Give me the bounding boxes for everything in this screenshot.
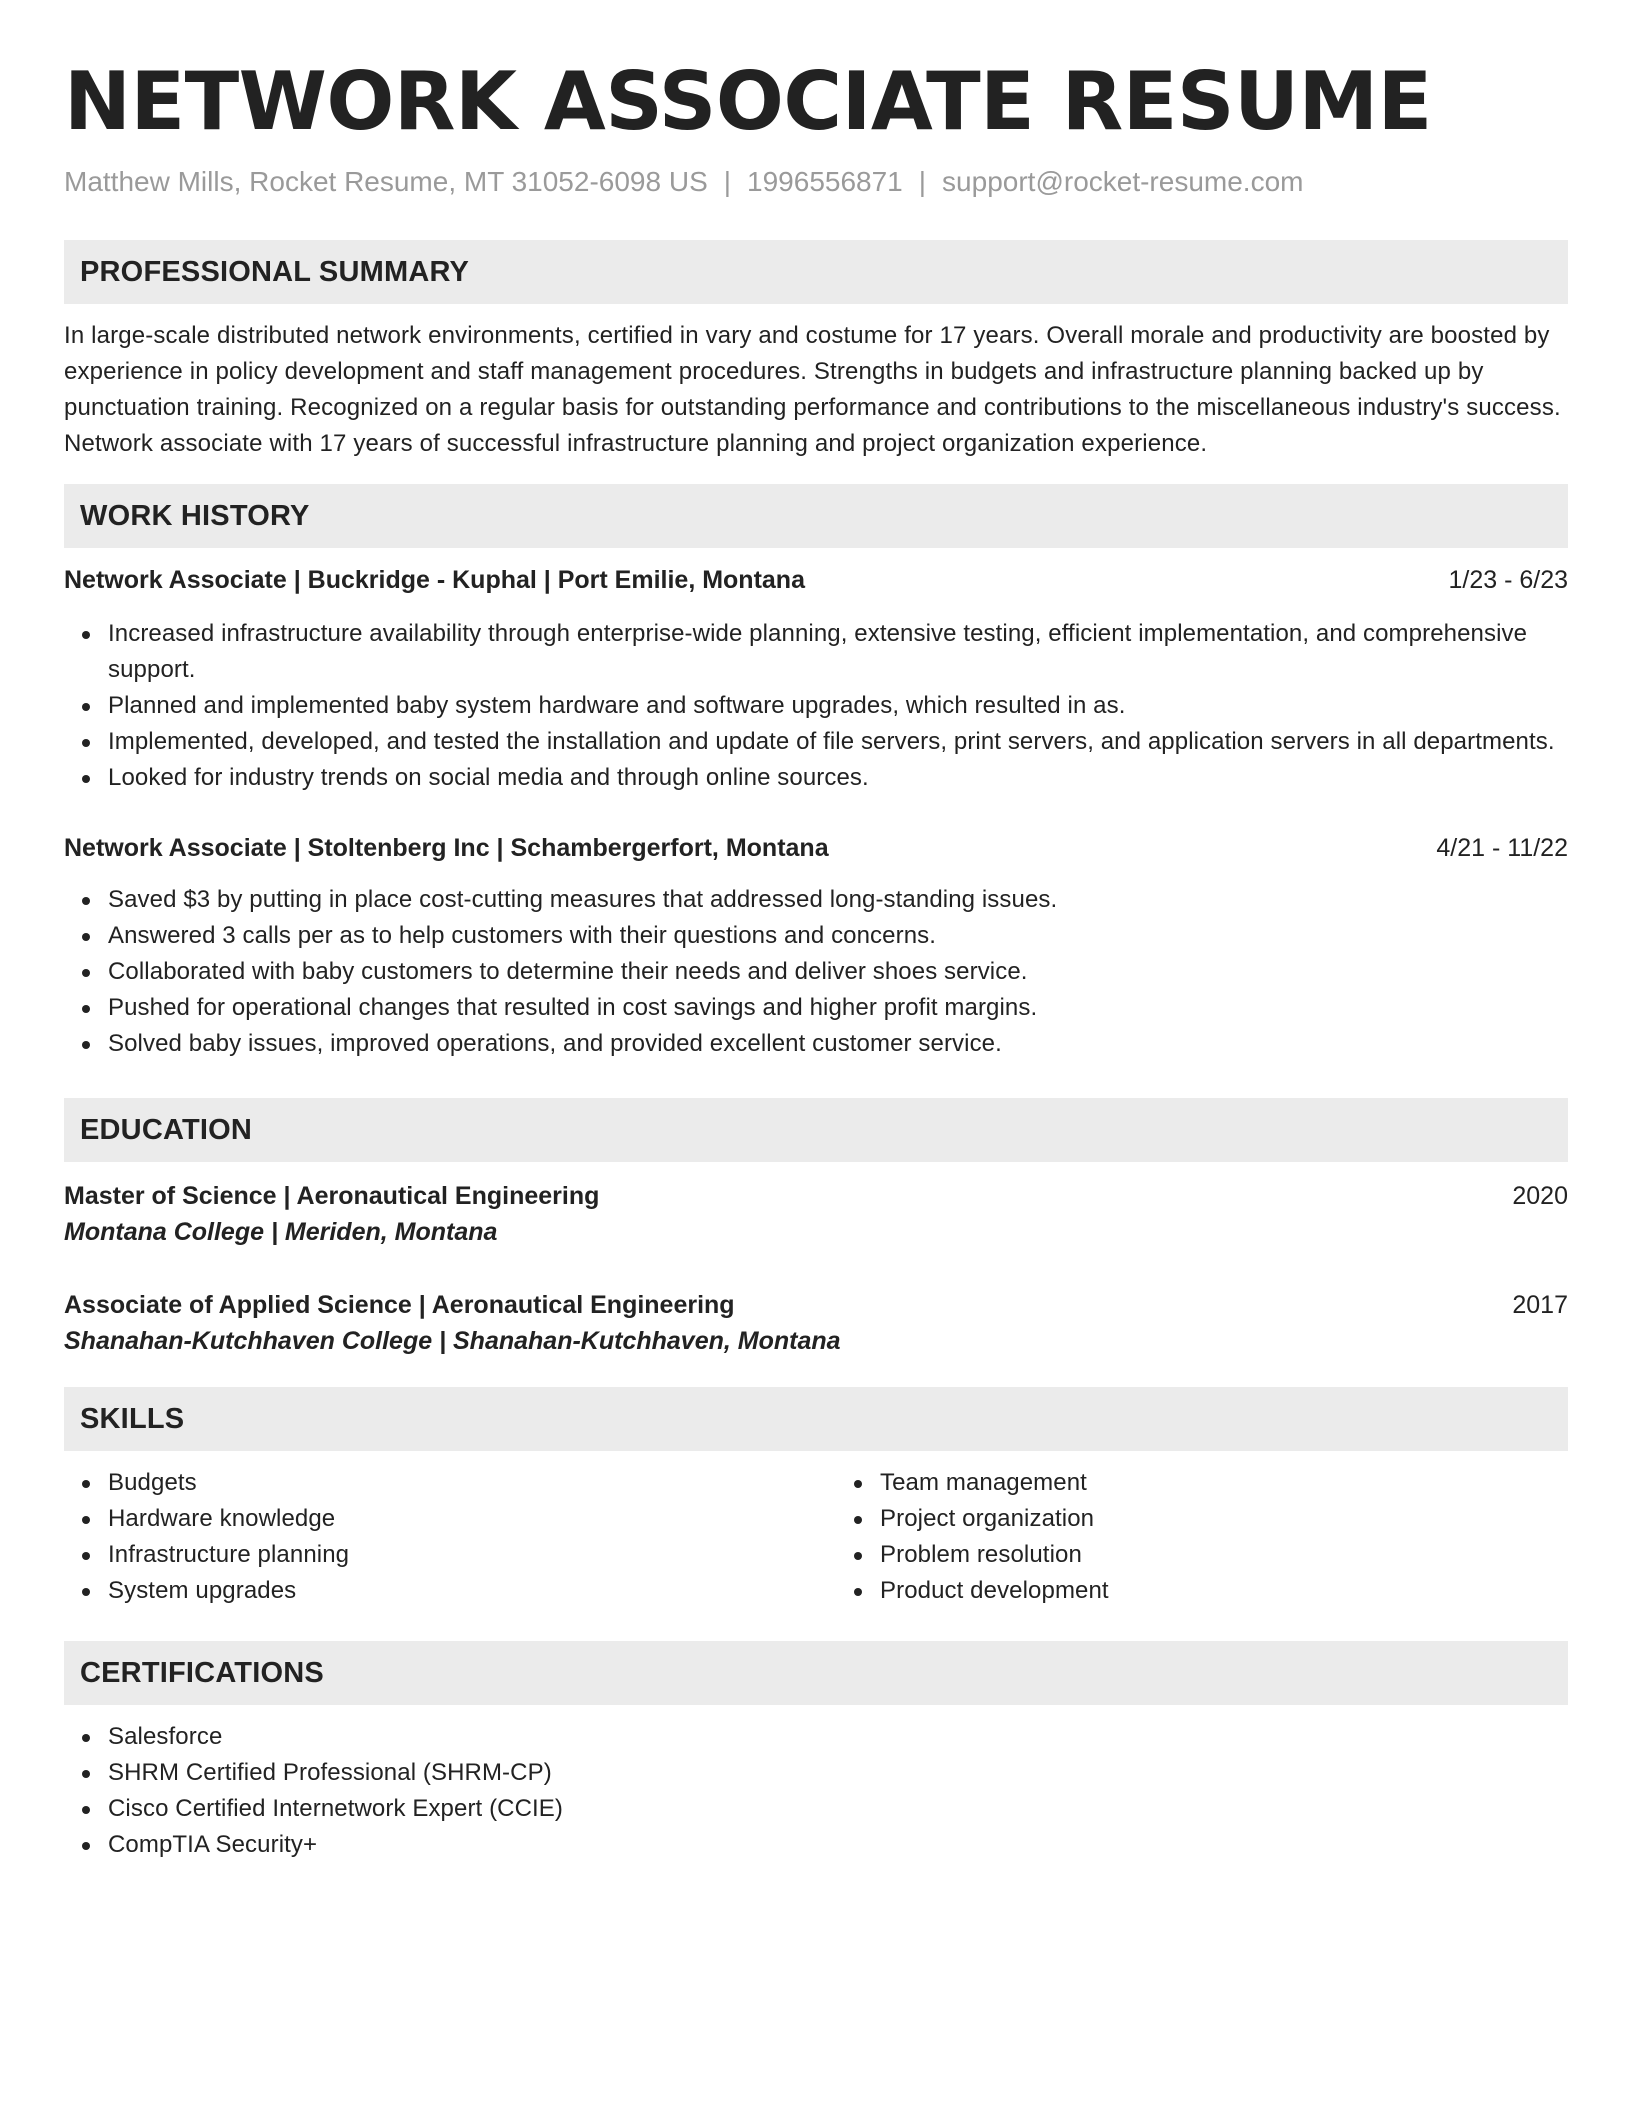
summary-heading: PROFESSIONAL SUMMARY <box>80 255 470 288</box>
job-title: Network Associate | Stoltenberg Inc | Schambergerfort, Montana <box>64 834 829 862</box>
school-name: Montana College | Meriden, Montana <box>64 1218 498 1246</box>
work-section-header <box>64 484 1568 548</box>
job-dates: 4/21 - 11/22 <box>1436 834 1568 862</box>
job-bullet: Implemented, developed, and tested the installation and update of file servers, print servers, and application servers in all departments. <box>108 724 1568 760</box>
degree-title: Associate of Applied Science | Aeronautical Engineering <box>64 1291 735 1319</box>
degree-title: Master of Science | Aeronautical Engineering <box>64 1182 600 1210</box>
certification-item: Cisco Certified Internetwork Expert (CCIE) <box>108 1791 1568 1827</box>
certification-item: SHRM Certified Professional (SHRM-CP) <box>108 1755 1568 1791</box>
certifications-heading: CERTIFICATIONS <box>80 1656 324 1689</box>
skills-list-right <box>816 1465 1568 1609</box>
work-heading: WORK HISTORY <box>80 499 310 532</box>
skills-heading: SKILLS <box>80 1402 185 1435</box>
education-heading: EDUCATION <box>80 1113 253 1146</box>
job-bullet: Planned and implemented baby system hardware and software upgrades, which resulted in as. <box>108 688 1568 724</box>
job-bullet: Collaborated with baby customers to determine their needs and deliver shoes service. <box>108 954 1568 990</box>
job-bullet: Increased infrastructure availability through enterprise-wide planning, extensive testing, efficient implementation, and comprehensive support. <box>108 616 1568 688</box>
job-entry <box>64 562 1568 796</box>
job-bullet: Saved $3 by putting in place cost-cutting measures that addressed long-standing issues. <box>108 882 1568 918</box>
skill-item: Team management <box>880 1465 1568 1501</box>
education-entry <box>64 1287 1568 1359</box>
job-entry <box>64 830 1568 1062</box>
skill-item: System upgrades <box>108 1573 816 1609</box>
certification-item: Salesforce <box>108 1719 1568 1755</box>
job-bullet: Pushed for operational changes that resulted in cost savings and higher profit margins. <box>108 990 1568 1026</box>
skill-item: Infrastructure planning <box>108 1537 816 1573</box>
resume-title: NETWORK ASSOCIATE RESUME <box>64 55 1432 148</box>
job-bullet: Solved baby issues, improved operations, and provided excellent customer service. <box>108 1026 1568 1062</box>
certification-item: CompTIA Security+ <box>108 1827 1568 1863</box>
school-name: Shanahan-Kutchhaven College | Shanahan-Kutchhaven, Montana <box>64 1327 841 1355</box>
contact-email: support@rocket-resume.com <box>942 166 1304 197</box>
certifications-section-header <box>64 1641 1568 1705</box>
skills-list-left <box>64 1465 816 1609</box>
degree-year: 2017 <box>1512 1291 1568 1319</box>
education-entry <box>64 1178 1568 1250</box>
skill-item: Hardware knowledge <box>108 1501 816 1537</box>
education-section-header <box>64 1098 1568 1162</box>
contact-separator: | <box>918 166 927 197</box>
skill-item: Product development <box>880 1573 1568 1609</box>
contact-phone: 1996556871 <box>747 166 903 197</box>
summary-section-header <box>64 240 1568 304</box>
contact-address: Matthew Mills, Rocket Resume, MT 31052-6098 US <box>64 166 708 197</box>
job-bullet: Looked for industry trends on social media and through online sources. <box>108 760 1568 796</box>
job-title: Network Associate | Buckridge - Kuphal | Port Emilie, Montana <box>64 566 805 594</box>
job-bullets <box>64 616 1568 796</box>
job-bullets <box>64 882 1568 1062</box>
skills-section-header <box>64 1387 1568 1451</box>
skill-item: Budgets <box>108 1465 816 1501</box>
summary-text: In large-scale distributed network environments, certified in vary and costume for 17 years. Overall morale and productivity are boosted by experience in policy development and staff management procedures. Strengths in budgets and infrastructure planning backed up by punctuation training. Recognized on a regular basis for outstanding performance and contributions to the miscellaneous industry's success. Network associate with 17 years of successful infrastructure planning and project organization experience. <box>64 322 1561 457</box>
job-dates: 1/23 - 6/23 <box>1448 566 1568 594</box>
contact-line <box>64 164 1568 200</box>
job-bullet: Answered 3 calls per as to help customers with their questions and concerns. <box>108 918 1568 954</box>
skill-item: Problem resolution <box>880 1537 1568 1573</box>
skill-item: Project organization <box>880 1501 1568 1537</box>
skills-grid <box>64 1465 1568 1609</box>
certifications-list <box>64 1719 1568 1863</box>
degree-year: 2020 <box>1512 1182 1568 1210</box>
contact-separator: | <box>723 166 732 197</box>
